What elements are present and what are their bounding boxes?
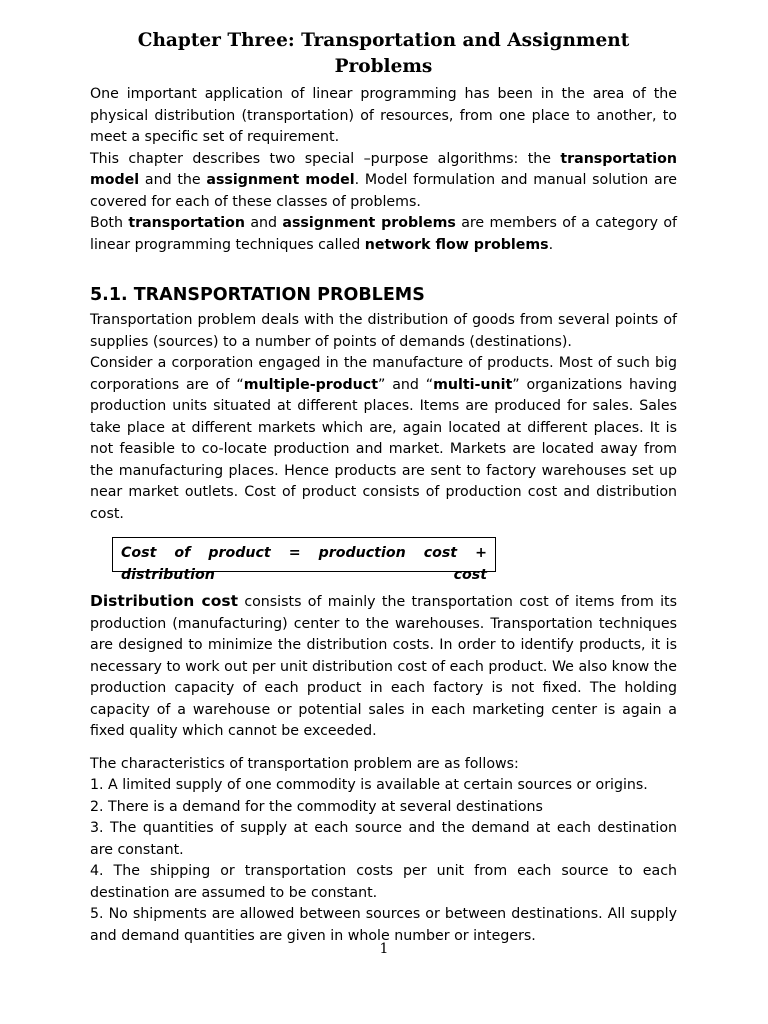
text-run: Both [90,215,129,231]
list-item: 4. The shipping or transportation costs per unit from each source to each destination are assumed to be constant. [90,863,677,901]
text-run: and the [139,172,207,188]
bold-term: multi-unit [433,376,513,393]
intro-paragraph-3 [90,213,677,256]
text-run: This chapter describes two special –purpose algorithms: the [90,150,561,167]
text-run: consists of mainly the transportation cost of items from its production (manufacturing) center to the warehouses. Transportation techniques are designed to minimize the distribution costs. In order to identify products, it is necessary to work out per unit distribution cost of each product. We also know the production capacity of each product in each factory is not fixed. The holding capacity of a warehouse or potential sales in each marketing center is again a fixed quality which cannot be exceeded. [90,594,677,739]
bold-term: network flow problems [364,236,549,253]
list-item: 5. No shipments are allowed between sources or between destinations. All supply and demand quantities are given in whole number or integers. [90,906,677,944]
intro-paragraph-2 [90,149,677,214]
bold-term: transportation model [90,150,677,188]
text-run: ” and “ [377,376,434,393]
bold-term: Distribution cost [90,592,238,610]
bold-term: assignment model [206,172,355,188]
list-item: 2. There is a demand for the commodity at several destinations [90,798,543,815]
bold-term: transportation [128,215,245,231]
text-run: and [244,215,283,231]
list-item: 1. A limited supply of one commodity is available at certain sources or origins. [90,777,648,793]
chapter-title: Chapter Three: Transportation and Assignment Problems [137,30,630,77]
document-page [90,28,677,947]
text-run: ” organizations having production units situated at different places. Items are produced for sales. Sales take place at different markets which are, again located at different places. It is not feasible to co-locate production and market. Markets are located away from the manufacturing places. Hence products are sent to factory warehouses set up near market outlets. Cost of product consists of production cost and distribution cost. [90,376,678,522]
formula-text: Cost of product = production cost + distribution cost [121,545,487,583]
section-heading: 5.1. TRANSPORTATION PROBLEMS [90,285,425,305]
bold-term: assignment problems [282,215,456,231]
text-run: . [548,236,554,253]
intro-paragraph-1: One important application of linear programming has been in the area of the physical distribution (transportation) of resources, from one place to another, to meet a specific set of requirement. [90,86,677,145]
page-number: 1 [379,941,389,957]
section-paragraph-2 [90,353,677,525]
text-run: Consider a corporation engaged in the manufacture of products. Most of such big corporations are of “ [90,355,677,393]
characteristics-intro: The characteristics of transportation problem are as follows: [90,755,519,772]
formula-box [112,537,496,583]
section-paragraph-1: Transportation problem deals with the distribution of goods from several points of supplies (sources) to a number of points of demands (destinations). [90,312,677,350]
text-run: . Model formulation and manual solution are covered for each of these classes of problems. [90,172,677,210]
text-run: are members of a category of linear programming techniques called [90,215,678,253]
list-item: 3. The quantities of supply at each source and the demand at each destination are constant. [90,820,677,858]
distribution-cost-paragraph [90,591,677,743]
characteristics-list [90,775,677,947]
bold-term: multiple-product [243,376,378,393]
